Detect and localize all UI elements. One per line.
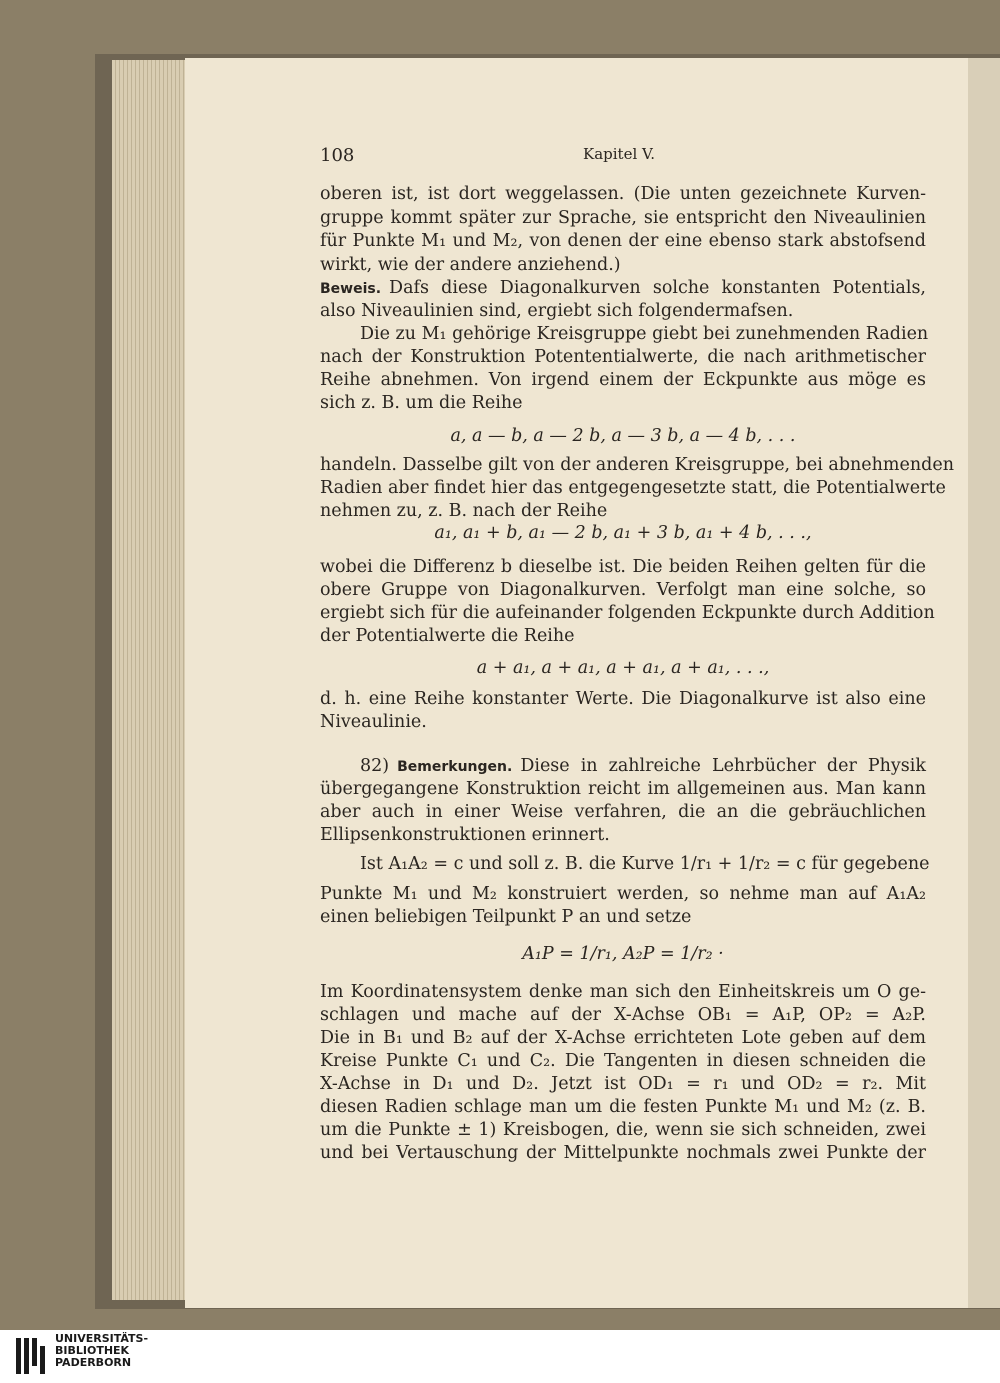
library-line: UNIVERSITÄTS- xyxy=(55,1332,149,1345)
text-line: X-Achse in D₁ und D₂. Jetzt ist OD₁ = r₁ und OD₂ = r₂. Mit xyxy=(320,1074,926,1094)
text-line: Niveaulinie. xyxy=(320,712,427,732)
page-edges xyxy=(112,60,192,1300)
text-line: übergegangene Konstruktion reicht im allgemeinen aus. Man kann xyxy=(320,779,926,799)
footer-bar xyxy=(0,1330,1000,1383)
text-line: Im Koordinatensystem denke man sich den Einheitskreis um O ge- xyxy=(320,982,926,1002)
text-line xyxy=(320,278,926,298)
page-number: 108 xyxy=(320,145,355,166)
text-line: wobei die Differenz b dieselbe ist. Die beiden Reihen gelten für die xyxy=(320,557,926,577)
math-formula: a, a — b, a — 2 b, a — 3 b, a — 4 b, . . . xyxy=(450,426,796,446)
library-logo-icon xyxy=(14,1336,54,1376)
section-number: 82) xyxy=(360,756,390,776)
text-line: handeln. Dasselbe gilt von der anderen Kreisgruppe, bei abnehmenden xyxy=(320,455,954,475)
text-line: Ist A₁A₂ = c und soll z. B. die Kurve 1/r₁ + 1/r₂ = c für gegebene xyxy=(360,854,930,874)
text-line: Die in B₁ und B₂ auf der X-Achse errichteten Lote geben auf dem xyxy=(320,1028,926,1048)
text-line: Reihe abnehmen. Von irgend einem der Eckpunkte aus möge es xyxy=(320,370,926,390)
text-line: diesen Radien schlage man um die festen Punkte M₁ und M₂ (z. B. xyxy=(320,1097,926,1117)
beweis-label: Beweis. xyxy=(320,281,382,297)
running-header: Kapitel V. xyxy=(583,145,655,163)
text-segment: Diese in zahlreiche Lehrbücher der Physik xyxy=(520,756,926,776)
text-line: Punkte M₁ und M₂ konstruiert werden, so nehme man auf A₁A₂ xyxy=(320,884,926,904)
text-line: nehmen zu, z. B. nach der Reihe xyxy=(320,501,608,521)
text-line: Kreise Punkte C₁ und C₂. Die Tangenten in diesen schneiden die xyxy=(320,1051,926,1071)
next-page-edge xyxy=(968,58,1000,1308)
text-line: aber auch in einer Weise verfahren, die an die gebräuchlichen xyxy=(320,802,926,822)
text-line: ergiebt sich für die aufeinander folgenden Eckpunkte durch Addition xyxy=(320,603,935,623)
text-line: d. h. eine Reihe konstanter Werte. Die Diagonalkurve ist also eine xyxy=(320,689,926,709)
text-line: für Punkte M₁ und M₂, von denen der eine ebenso stark abstofsend xyxy=(320,231,926,251)
text-line: schlagen und mache auf der X-Achse OB₁ = A₁P, OP₂ = A₂P. xyxy=(320,1005,926,1025)
math-formula: A₁P = 1/r₁, A₂P = 1/r₂ · xyxy=(522,944,724,964)
math-formula: a₁, a₁ + b, a₁ — 2 b, a₁ + 3 b, a₁ + 4 b, . . ., xyxy=(434,523,812,543)
text-line: Die zu M₁ gehörige Kreisgruppe giebt bei zunehmenden Radien xyxy=(360,324,929,344)
text-line: gruppe kommt später zur Sprache, sie entspricht den Niveaulinien xyxy=(320,208,926,228)
bemerkungen-label: Bemerkungen. xyxy=(397,759,513,775)
text-line: obere Gruppe von Diagonalkurven. Verfolgt man eine solche, so xyxy=(320,580,926,600)
text-line: Ellipsenkonstruktionen erinnert. xyxy=(320,825,610,845)
text-segment: Dafs diese Diagonalkurven solche konstanten Potentials, xyxy=(389,278,926,298)
text-line: wirkt, wie der andere anziehend.) xyxy=(320,255,621,275)
math-formula: a + a₁, a + a₁, a + a₁, a + a₁, . . ., xyxy=(476,658,770,678)
text-line xyxy=(360,756,926,776)
library-line: BIBLIOTHEK xyxy=(55,1344,130,1357)
text-line: sich z. B. um die Reihe xyxy=(320,393,523,413)
text-line: oberen ist, ist dort weggelassen. (Die unten gezeichnete Kurven- xyxy=(320,184,926,204)
text-line: um die Punkte ± 1) Kreisbogen, die, wenn sie sich schneiden, zwei xyxy=(320,1120,926,1140)
text-line: der Potentialwerte die Reihe xyxy=(320,626,575,646)
text-line: also Niveaulinien sind, ergiebt sich folgendermafsen. xyxy=(320,301,794,321)
library-line: PADERBORN xyxy=(55,1356,132,1369)
text-line: Radien aber findet hier das entgegengesetzte statt, die Potentialwerte xyxy=(320,478,946,498)
text-line: einen beliebigen Teilpunkt P an und setze xyxy=(320,907,692,927)
library-name xyxy=(55,1333,148,1369)
text-line: und bei Vertauschung der Mittelpunkte nochmals zwei Punkte der xyxy=(320,1143,926,1163)
text-line: nach der Konstruktion Potententialwerte, die nach arithmetischer xyxy=(320,347,926,367)
